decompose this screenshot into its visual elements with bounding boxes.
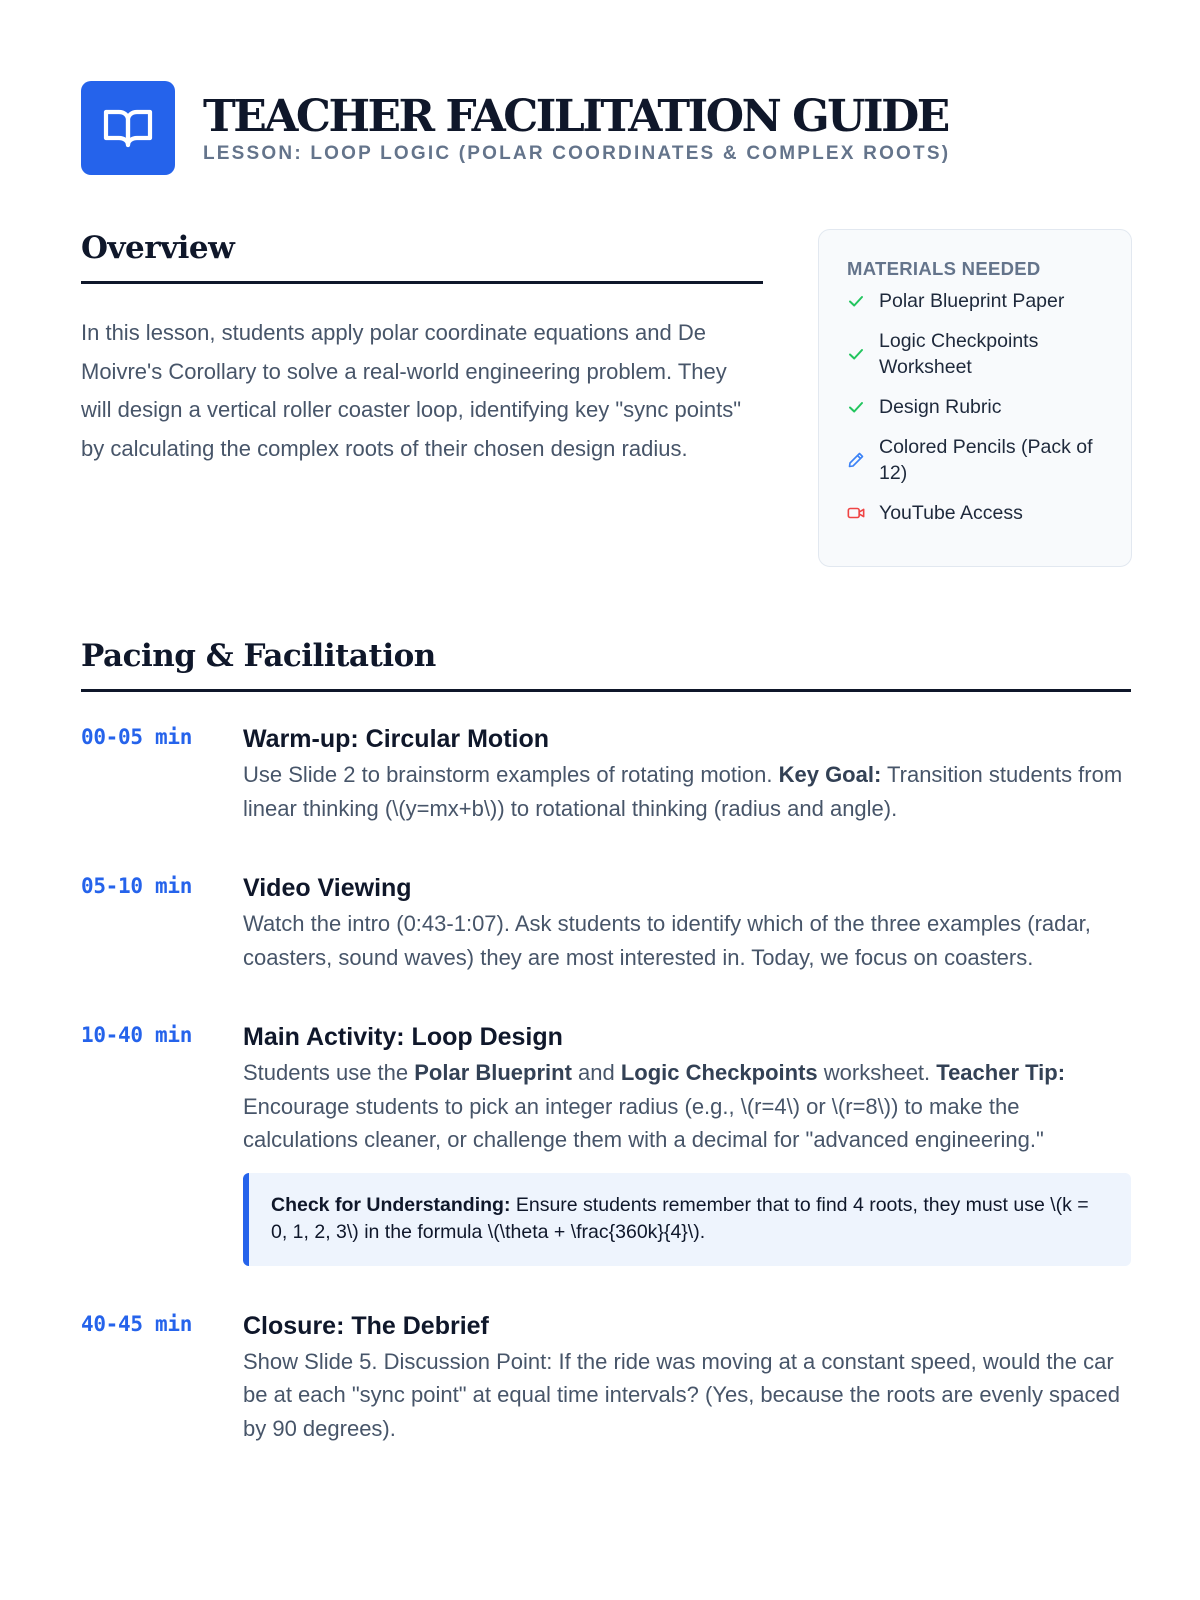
list-item [847, 394, 1109, 420]
guide-page [81, 81, 1131, 1445]
materials-list [847, 288, 1109, 526]
step-time: 10-40 min [81, 1023, 193, 1047]
step-title: Video Viewing [243, 874, 412, 902]
step-description: Watch the intro (0:43-1:07). Ask students to identify which of the three examples (radar, coasters, sound waves) they are most interested in. Today, we focus on coasters. [243, 911, 1091, 970]
overview-heading: Overview [81, 229, 763, 284]
overview-section [81, 229, 763, 468]
pacing-heading: Pacing & Facilitation [81, 637, 1131, 692]
step-time: 00-05 min [81, 725, 193, 749]
timeline-step [81, 871, 1131, 974]
material-label: Polar Blueprint Paper [879, 290, 1065, 312]
desc-text: and [571, 1060, 621, 1085]
step-title: Closure: The Debrief [243, 1311, 489, 1340]
step-time: 40-45 min [81, 1311, 193, 1336]
material-label: Logic Checkpoints Worksheet [879, 330, 1039, 378]
material-label: YouTube Access [879, 502, 1023, 524]
desc-text: Students use the [243, 1060, 415, 1085]
callout-label: Check for Understanding: [271, 1193, 511, 1216]
step-body [243, 871, 1131, 974]
check-icon [847, 398, 865, 416]
step-title: Warm-up: Circular Motion [243, 725, 550, 753]
header-text [203, 92, 950, 165]
desc-text: Encourage students to pick an integer radius (e.g., \(r=4\) or \(r=8\)) to make the calculations cleaner, or challenge them with a decimal for "advanced engineering." [243, 1093, 1044, 1152]
timeline-step [81, 722, 1131, 825]
desc-emphasis: Teacher Tip: [936, 1060, 1066, 1085]
list-item [847, 288, 1109, 314]
lesson-subtitle: LESSON: LOOP LOGIC (POLAR COORDINATES & COMPLEX ROOTS) [203, 142, 951, 164]
step-title: Main Activity: Loop Design [243, 1023, 563, 1051]
material-label: Design Rubric [879, 396, 1002, 418]
step-description [243, 1056, 1131, 1157]
pencil-icon [847, 451, 865, 469]
desc-emphasis: Logic Checkpoints [620, 1060, 818, 1085]
materials-title: MATERIALS NEEDED [847, 258, 1041, 279]
page-title: TEACHER FACILITATION GUIDE [203, 90, 948, 142]
check-icon [847, 345, 865, 363]
step-description: Show Slide 5. Discussion Point: If the ride was moving at a constant speed, would the car be at each "sync point" at equal time intervals? (Yes, because the roots are evenly spaced by 90 degrees). [243, 1348, 1120, 1441]
overview-text: In this lesson, students apply polar coordinate equations and De Moivre's Corollary to solve a real-world engineering problem. They will design a vertical roller coaster loop, identifying key "sync points" by calculating the complex roots of their chosen design radius. [81, 320, 742, 461]
step-description [243, 758, 1131, 825]
callout-text: Ensure students remember that to find 4 roots, they must use \(k = 0, 1, 2, 3\) in the formula \(\theta + \frac{360k}{4}\). [271, 1193, 1089, 1243]
check-for-understanding-callout [243, 1173, 1131, 1266]
material-label: Colored Pencils (Pack of 12) [879, 436, 1093, 484]
desc-emphasis: Key Goal: [778, 762, 882, 787]
pacing-section [81, 637, 1131, 1445]
guide-header [81, 81, 1131, 175]
step-body [243, 722, 1131, 825]
materials-card [818, 229, 1132, 567]
desc-text: worksheet. [817, 1060, 937, 1085]
step-body [243, 1020, 1131, 1266]
pacing-timeline [81, 722, 1131, 1445]
list-item [847, 328, 1109, 380]
desc-text: Use Slide 2 to brainstorm examples of rotating motion. [243, 762, 779, 787]
timeline-step [81, 1309, 1131, 1446]
open-book-icon [81, 81, 175, 175]
list-item [847, 500, 1109, 526]
step-time: 05-10 min [81, 874, 193, 898]
step-body [243, 1309, 1131, 1446]
desc-emphasis: Polar Blueprint [414, 1060, 572, 1085]
check-icon [847, 292, 865, 310]
overview-row [81, 229, 1131, 569]
timeline-step [81, 1020, 1131, 1266]
list-item [847, 434, 1109, 486]
desc-text: Transition students from linear thinking (\(y=mx+b\)) to rotational thinking (radius and angle). [243, 762, 1123, 821]
video-icon [847, 504, 865, 522]
